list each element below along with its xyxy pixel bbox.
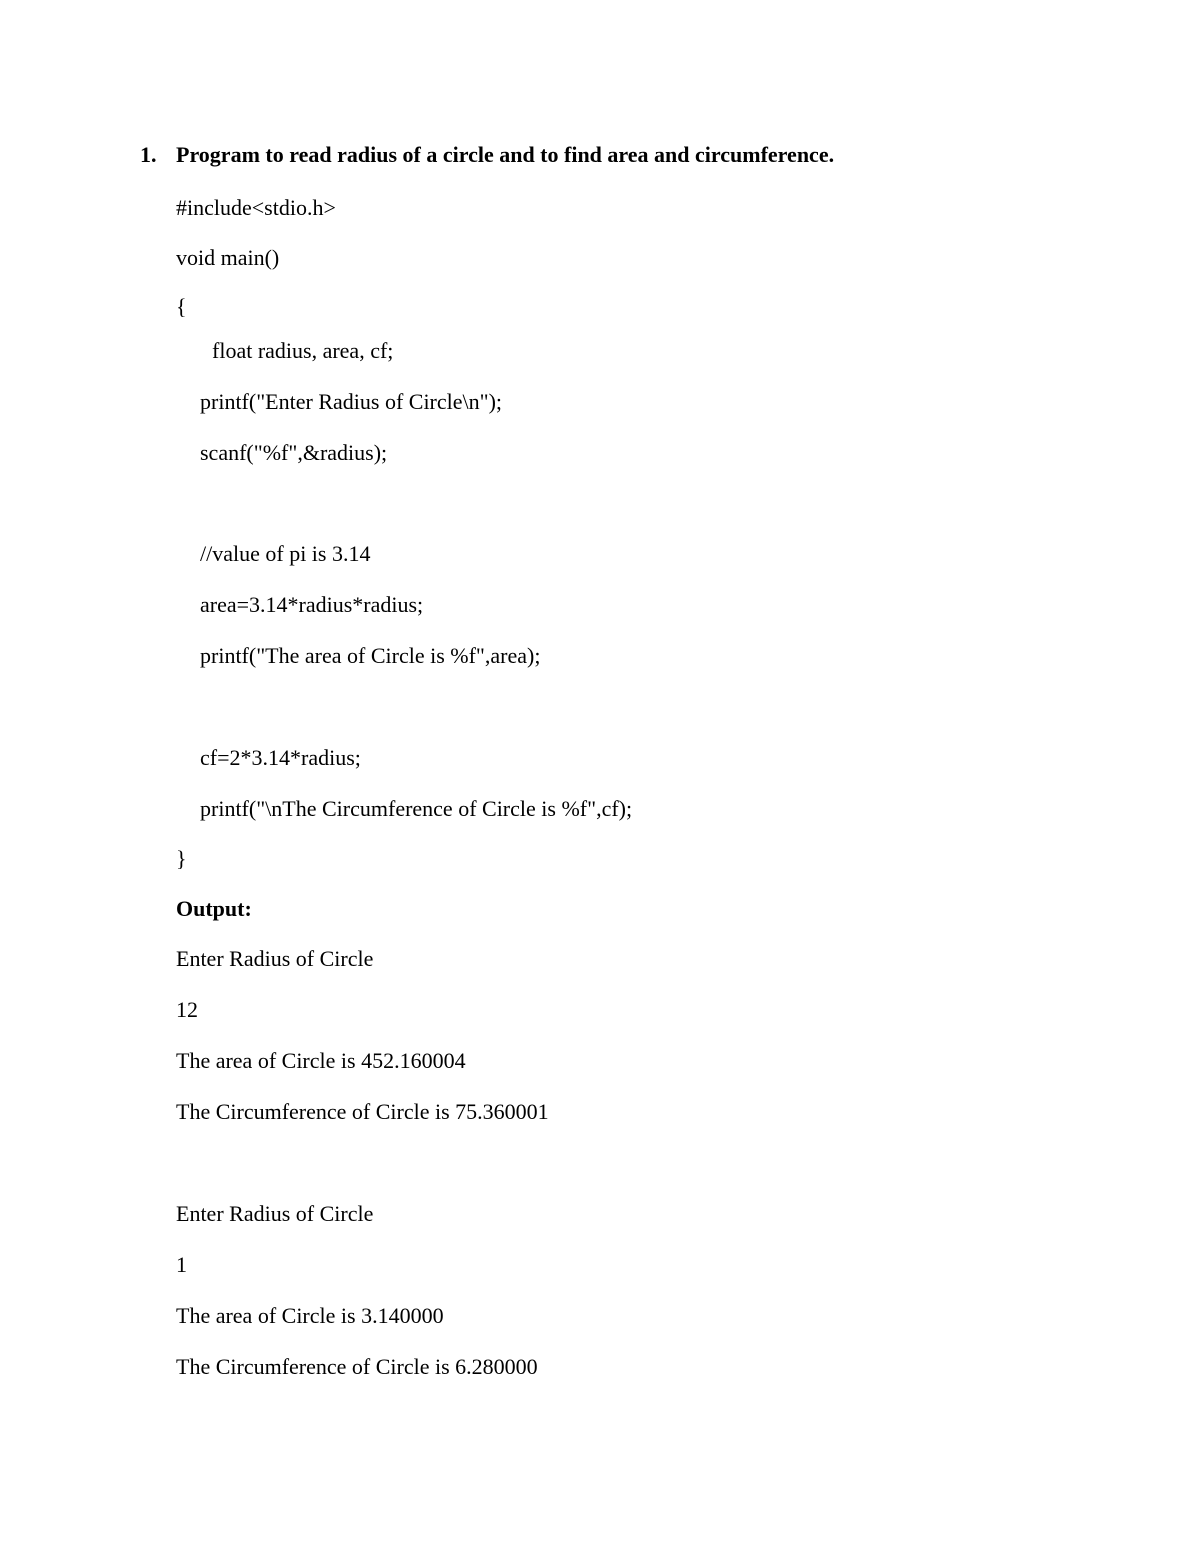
program-heading — [140, 142, 834, 168]
code-printf-area: printf("The area of Circle is %f",area); — [200, 643, 541, 668]
heading-number: 1. — [140, 142, 157, 167]
output-run2-input: 1 — [176, 1252, 187, 1277]
code-area-calc: area=3.14*radius*radius; — [200, 592, 424, 617]
code-close-brace: } — [176, 846, 187, 871]
code-printf-cf: printf("\nThe Circumference of Circle is %f",cf); — [200, 796, 633, 821]
output-label: Output: — [176, 896, 252, 921]
code-main-signature: void main() — [176, 245, 280, 270]
code-comment: //value of pi is 3.14 — [200, 541, 371, 566]
output-run1-prompt: Enter Radius of Circle — [176, 946, 374, 971]
code-open-brace: { — [176, 294, 187, 319]
heading-title: Program to read radius of a circle and to find area and circumference. — [176, 142, 835, 167]
code-scanf: scanf("%f",&radius); — [200, 440, 388, 465]
code-include: #include<stdio.h> — [176, 195, 336, 220]
output-run2-prompt: Enter Radius of Circle — [176, 1201, 374, 1226]
output-run1-input: 12 — [176, 997, 198, 1022]
code-cf-calc: cf=2*3.14*radius; — [200, 745, 361, 770]
code-printf-prompt: printf("Enter Radius of Circle\n"); — [200, 389, 503, 414]
output-run2-area: The area of Circle is 3.140000 — [176, 1303, 444, 1328]
output-run1-circumference: The Circumference of Circle is 75.360001 — [176, 1099, 549, 1124]
output-run2-circumference: The Circumference of Circle is 6.280000 — [176, 1354, 538, 1379]
code-declaration: float radius, area, cf; — [212, 338, 394, 363]
output-run1-area: The area of Circle is 452.160004 — [176, 1048, 466, 1073]
